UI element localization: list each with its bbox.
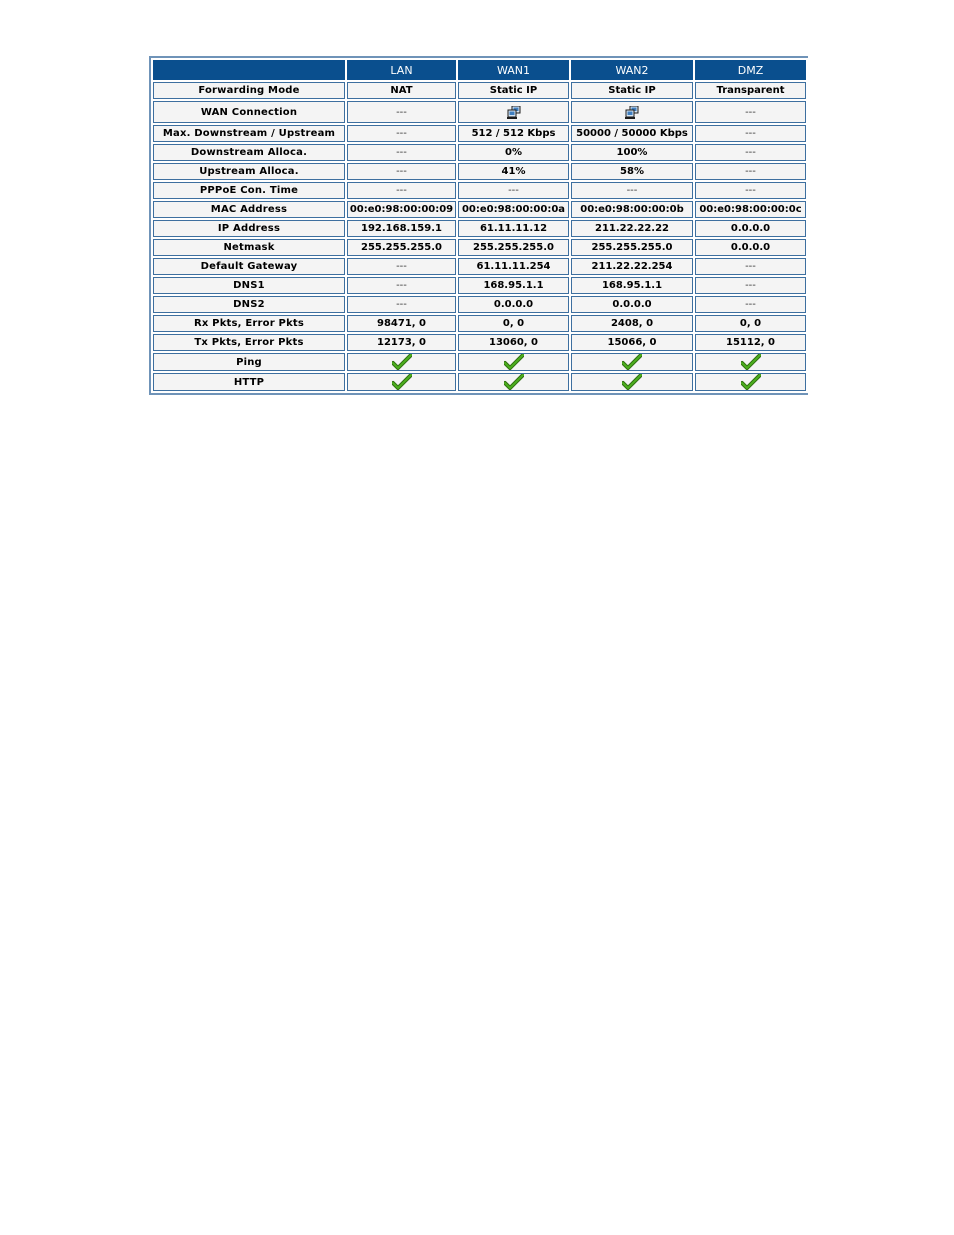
cell-wan1-status xyxy=(458,373,569,391)
cell-lan: 255.255.255.0 xyxy=(347,239,456,256)
cell-wan2: 0.0.0.0 xyxy=(571,296,693,313)
check-icon xyxy=(504,374,524,390)
cell-lan: 192.168.159.1 xyxy=(347,220,456,237)
cell-dmz: --- xyxy=(695,258,806,275)
cell-lan-status xyxy=(347,373,456,391)
cell-wan1-connection xyxy=(458,101,569,123)
cell-lan: --- xyxy=(347,101,456,123)
table-row xyxy=(153,353,806,371)
cell-lan: --- xyxy=(347,125,456,142)
table-row xyxy=(153,296,806,313)
table-row xyxy=(153,220,806,237)
row-label: Default Gateway xyxy=(153,258,345,275)
cell-wan2: 15066, 0 xyxy=(571,334,693,351)
status-table xyxy=(151,58,808,393)
connected-icon xyxy=(625,106,639,119)
check-icon xyxy=(741,374,761,390)
header-wan2: WAN2 xyxy=(571,60,693,80)
cell-dmz: --- xyxy=(695,277,806,294)
cell-dmz-status xyxy=(695,353,806,371)
table-body xyxy=(153,82,806,391)
table-row xyxy=(153,125,806,142)
cell-wan1: 00:e0:98:00:00:0a xyxy=(458,201,569,218)
cell-wan2: 58% xyxy=(571,163,693,180)
check-icon xyxy=(622,374,642,390)
table-row xyxy=(153,277,806,294)
cell-wan1: Static IP xyxy=(458,82,569,99)
row-label: WAN Connection xyxy=(153,101,345,123)
cell-dmz: 0.0.0.0 xyxy=(695,220,806,237)
cell-wan1: 255.255.255.0 xyxy=(458,239,569,256)
cell-dmz: Transparent xyxy=(695,82,806,99)
row-label: DNS1 xyxy=(153,277,345,294)
cell-wan1: 168.95.1.1 xyxy=(458,277,569,294)
cell-wan1: 13060, 0 xyxy=(458,334,569,351)
cell-lan: 12173, 0 xyxy=(347,334,456,351)
connected-icon xyxy=(507,106,521,119)
cell-dmz: --- xyxy=(695,296,806,313)
cell-lan: 98471, 0 xyxy=(347,315,456,332)
table-header-row xyxy=(153,60,806,80)
cell-dmz: --- xyxy=(695,144,806,161)
row-label: Forwarding Mode xyxy=(153,82,345,99)
row-label: Tx Pkts, Error Pkts xyxy=(153,334,345,351)
check-icon xyxy=(392,374,412,390)
row-label: Max. Downstream / Upstream xyxy=(153,125,345,142)
row-label: HTTP xyxy=(153,373,345,391)
cell-lan-status xyxy=(347,353,456,371)
table-row xyxy=(153,258,806,275)
table-row xyxy=(153,315,806,332)
cell-wan2-connection xyxy=(571,101,693,123)
row-label: PPPoE Con. Time xyxy=(153,182,345,199)
cell-wan2: 2408, 0 xyxy=(571,315,693,332)
cell-wan2: 255.255.255.0 xyxy=(571,239,693,256)
row-label: IP Address xyxy=(153,220,345,237)
check-icon xyxy=(392,354,412,370)
cell-wan2: 211.22.22.22 xyxy=(571,220,693,237)
cell-lan: --- xyxy=(347,296,456,313)
cell-lan: --- xyxy=(347,277,456,294)
cell-dmz: 00:e0:98:00:00:0c xyxy=(695,201,806,218)
table-row xyxy=(153,201,806,218)
cell-lan: NAT xyxy=(347,82,456,99)
header-lan: LAN xyxy=(347,60,456,80)
cell-wan1: 0.0.0.0 xyxy=(458,296,569,313)
cell-lan: 00:e0:98:00:00:09 xyxy=(347,201,456,218)
check-icon xyxy=(622,354,642,370)
table-row xyxy=(153,163,806,180)
cell-dmz: --- xyxy=(695,101,806,123)
row-label: MAC Address xyxy=(153,201,345,218)
table-row xyxy=(153,334,806,351)
cell-wan2: 211.22.22.254 xyxy=(571,258,693,275)
cell-wan1: --- xyxy=(458,182,569,199)
cell-dmz: --- xyxy=(695,163,806,180)
status-table-container xyxy=(149,56,808,395)
table-row xyxy=(153,373,806,391)
cell-dmz: --- xyxy=(695,182,806,199)
cell-wan2: 100% xyxy=(571,144,693,161)
header-dmz: DMZ xyxy=(695,60,806,80)
cell-wan1-status xyxy=(458,353,569,371)
cell-lan: --- xyxy=(347,163,456,180)
cell-lan: --- xyxy=(347,144,456,161)
row-label: Upstream Alloca. xyxy=(153,163,345,180)
check-icon xyxy=(504,354,524,370)
cell-wan1: 0% xyxy=(458,144,569,161)
row-label: Downstream Alloca. xyxy=(153,144,345,161)
cell-wan2: 50000 / 50000 Kbps xyxy=(571,125,693,142)
check-icon xyxy=(741,354,761,370)
cell-wan2-status xyxy=(571,373,693,391)
cell-wan1: 512 / 512 Kbps xyxy=(458,125,569,142)
cell-dmz: --- xyxy=(695,125,806,142)
cell-wan2: 168.95.1.1 xyxy=(571,277,693,294)
cell-wan2-status xyxy=(571,353,693,371)
cell-dmz: 0.0.0.0 xyxy=(695,239,806,256)
cell-wan2: --- xyxy=(571,182,693,199)
cell-wan2: Static IP xyxy=(571,82,693,99)
cell-wan1: 61.11.11.12 xyxy=(458,220,569,237)
cell-wan1: 61.11.11.254 xyxy=(458,258,569,275)
cell-wan2: 00:e0:98:00:00:0b xyxy=(571,201,693,218)
cell-lan: --- xyxy=(347,182,456,199)
table-row xyxy=(153,82,806,99)
cell-wan1: 41% xyxy=(458,163,569,180)
row-label: Netmask xyxy=(153,239,345,256)
header-wan1: WAN1 xyxy=(458,60,569,80)
table-row xyxy=(153,239,806,256)
cell-lan: --- xyxy=(347,258,456,275)
table-row xyxy=(153,101,806,123)
table-row xyxy=(153,182,806,199)
table-row xyxy=(153,144,806,161)
row-label: Ping xyxy=(153,353,345,371)
cell-wan1: 0, 0 xyxy=(458,315,569,332)
cell-dmz: 0, 0 xyxy=(695,315,806,332)
row-label: Rx Pkts, Error Pkts xyxy=(153,315,345,332)
header-corner xyxy=(153,60,345,80)
cell-dmz-status xyxy=(695,373,806,391)
cell-dmz: 15112, 0 xyxy=(695,334,806,351)
row-label: DNS2 xyxy=(153,296,345,313)
